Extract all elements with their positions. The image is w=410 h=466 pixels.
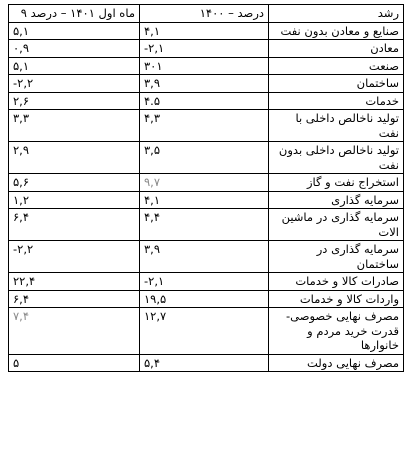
row-value-1401: ۵,۶ (9, 174, 140, 192)
row-label: واردات کالا و خدمات (269, 290, 404, 308)
row-value-1400: ۴,۱ (140, 191, 269, 209)
row-value-1400: ۱۲,۷ (140, 308, 269, 355)
row-label: سرمایه گذاری در ساختمان (269, 241, 404, 273)
row-label: صنایع و معادن بدون نفت (269, 22, 404, 40)
table-body (9, 22, 404, 372)
table-row (9, 142, 404, 174)
row-value-1400: ۱۹,۵ (140, 290, 269, 308)
row-value-1401: ۱,۲ (9, 191, 140, 209)
table-row (9, 110, 404, 142)
row-value-1400: ۵,۴ (140, 354, 269, 372)
table-row (9, 75, 404, 93)
row-value-1400: ۴,۱ (140, 22, 269, 40)
row-label: تولید ناخالص داخلی بدون نفت (269, 142, 404, 174)
row-label: استخراج نفت و گاز (269, 174, 404, 192)
table-row (9, 40, 404, 58)
row-value-1400: ۳,۹ (140, 241, 269, 273)
table-row (9, 273, 404, 291)
row-value-1401: ۲۲,۴ (9, 273, 140, 291)
table-header-row (9, 5, 404, 23)
table-row (9, 92, 404, 110)
row-value-1400: ۳,۵ (140, 142, 269, 174)
row-value-1400: -۲,۱ (140, 273, 269, 291)
row-value-1400: ۹,۷ (140, 174, 269, 192)
row-label: تولید ناخالص داخلی با نفت (269, 110, 404, 142)
row-value-1401: -۲,۲ (9, 241, 140, 273)
table-row (9, 308, 404, 355)
growth-table-container (8, 4, 402, 372)
row-value-1401: ۳,۳ (9, 110, 140, 142)
header-1400: ۱۴۰۰ – درصد (140, 5, 269, 23)
row-value-1400: -۲,۱ (140, 40, 269, 58)
row-label: صنعت (269, 57, 404, 75)
header-indicator: رشد (269, 5, 404, 23)
row-label: سرمایه گذاری (269, 191, 404, 209)
table-row (9, 57, 404, 75)
table-row (9, 290, 404, 308)
row-value-1400: ۴,۳ (140, 110, 269, 142)
row-label: مصرف نهایی خصوصی- قدرت خرید مردم و خانوارها (269, 308, 404, 355)
row-value-1401: ۵,۱ (9, 22, 140, 40)
row-value-1401: -۲,۲ (9, 75, 140, 93)
table-row (9, 241, 404, 273)
row-value-1401: ۲,۶ (9, 92, 140, 110)
row-label: صادرات کالا و خدمات (269, 273, 404, 291)
table-row (9, 191, 404, 209)
table-row (9, 354, 404, 372)
header-1401: ۹ ماه اول ۱۴۰۱ – درصد (9, 5, 140, 23)
row-value-1401: ۵ (9, 354, 140, 372)
row-value-1401: ۶,۴ (9, 290, 140, 308)
row-value-1400: ۳,۹ (140, 75, 269, 93)
table-row (9, 209, 404, 241)
row-label: خدمات (269, 92, 404, 110)
table-row (9, 174, 404, 192)
growth-table (8, 4, 404, 372)
row-value-1401: ۰,۹ (9, 40, 140, 58)
row-value-1400: ۳۰۱ (140, 57, 269, 75)
row-value-1401: ۲,۹ (9, 142, 140, 174)
table-row (9, 22, 404, 40)
row-value-1401: ۵,۱ (9, 57, 140, 75)
row-label: مصرف نهایی دولت (269, 354, 404, 372)
row-value-1400: ۴,۴ (140, 209, 269, 241)
row-value-1401: ۶,۴ (9, 209, 140, 241)
row-label: ساختمان (269, 75, 404, 93)
row-label: معادن (269, 40, 404, 58)
row-value-1401: ۷,۴ (9, 308, 140, 355)
row-label: سرمایه گذاری در ماشین الات (269, 209, 404, 241)
row-value-1400: ۴.۵ (140, 92, 269, 110)
